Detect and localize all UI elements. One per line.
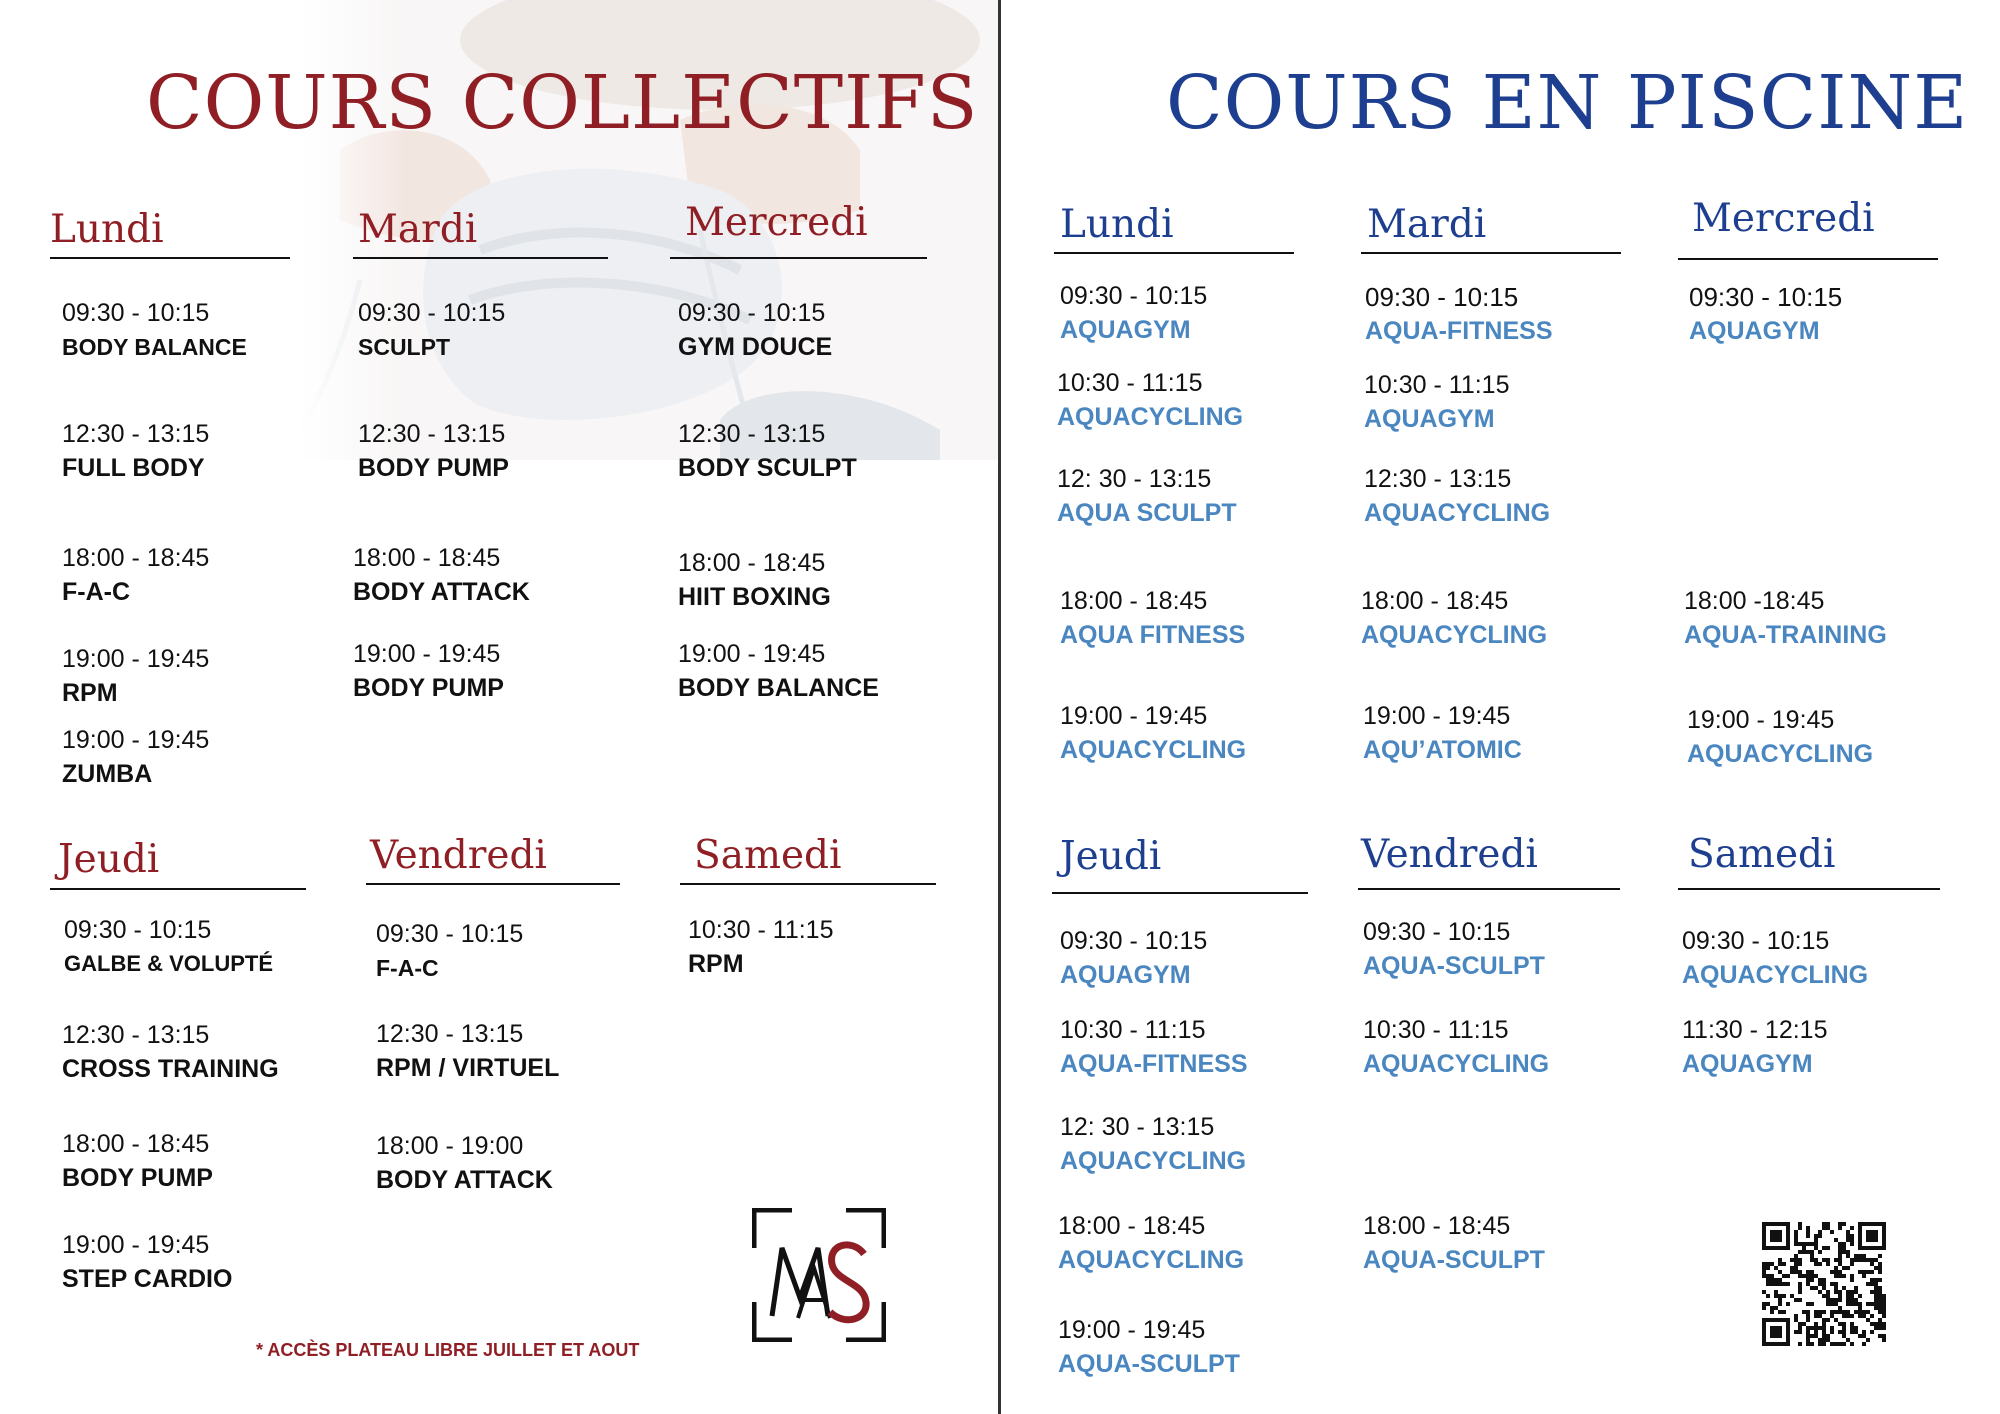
slot-activity: F-A-C (376, 955, 439, 981)
day-name: Mercredi (685, 200, 868, 245)
slot-time: 19:00 - 19:45 (1060, 702, 1208, 730)
slot (678, 546, 831, 614)
day-lundi (1054, 198, 1294, 254)
day-lundi (50, 203, 290, 259)
slot-time: 10:30 - 11:15 (1060, 1016, 1206, 1044)
day-underline (1054, 252, 1294, 254)
day-samedi (1678, 828, 1940, 890)
slot-time: 12:30 - 13:15 (358, 420, 506, 448)
slot-time: 19:00 - 19:45 (1687, 706, 1835, 734)
day-mercredi (1678, 192, 1938, 260)
slot (376, 1129, 553, 1197)
day-name: Vendredi (1361, 832, 1538, 877)
center-divider (998, 0, 1001, 1414)
slot-activity: AQUACYCLING (1687, 740, 1874, 768)
slot-activity: RPM (62, 679, 118, 707)
slot (62, 1228, 232, 1296)
slot-activity: AQUAGYM (1364, 405, 1495, 433)
day-underline (1678, 258, 1938, 260)
slot (376, 1017, 559, 1085)
slot-activity: STEP CARDIO (62, 1265, 233, 1293)
slot (1682, 1013, 1827, 1081)
slot-activity: AQU’ATOMIC (1363, 736, 1522, 764)
slot-activity: AQUAGYM (1060, 961, 1191, 989)
slot-activity: CROSS TRAINING (62, 1055, 279, 1083)
slot (678, 296, 832, 364)
day-underline (50, 257, 290, 259)
slot-time: 09:30 - 10:15 (1060, 927, 1208, 955)
slot-activity: RPM (688, 950, 744, 978)
slot-activity: AQUACYCLING (1060, 1147, 1247, 1175)
slot-activity: AQUA SCULPT (1057, 499, 1237, 527)
slot-activity: AQUACYCLING (1364, 499, 1551, 527)
day-underline (50, 888, 306, 890)
slot-activity: BODY BALANCE (678, 674, 879, 702)
slot-time: 19:00 - 19:45 (1363, 702, 1511, 730)
slot-time: 09:30 - 10:15 (358, 299, 506, 327)
slot-activity: AQUA-TRAINING (1684, 621, 1887, 649)
slot (1060, 279, 1207, 347)
slot (62, 1018, 279, 1086)
footnote: * ACCÈS PLATEAU LIBRE JUILLET ET AOUT (256, 1340, 640, 1360)
slot-time: 19:00 - 19:45 (62, 726, 210, 754)
slot-time: 12:30 - 13:15 (62, 1021, 210, 1049)
slot-activity: BODY ATTACK (376, 1166, 553, 1194)
slot (62, 723, 209, 791)
slot-time: 09:30 - 10:15 (62, 299, 210, 327)
slot-time: 11:30 - 12:15 (1682, 1016, 1828, 1044)
slot-time: 10:30 - 11:15 (1057, 369, 1203, 397)
slot-time: 09:30 - 10:15 (64, 916, 212, 944)
day-vendredi (366, 829, 620, 885)
mas-logo (752, 1208, 886, 1342)
day-underline (670, 257, 927, 259)
cours-en-piscine-panel (1002, 0, 2000, 1414)
slot-activity: AQUA-FITNESS (1060, 1050, 1248, 1078)
slot-activity: AQUA-SCULPT (1058, 1350, 1240, 1378)
slot-activity: AQUA FITNESS (1060, 621, 1246, 649)
day-underline (1052, 892, 1308, 894)
slot-time: 12: 30 - 13:15 (1057, 465, 1212, 493)
day-name: Jeudi (1060, 834, 1162, 879)
slot-activity: AQUA-SCULPT (1363, 1246, 1545, 1274)
slot-time: 18:00 -18:45 (1684, 587, 1825, 615)
day-name: Mercredi (1692, 196, 1875, 241)
cours-collectifs-panel (0, 0, 998, 1414)
slot-time: 09:30 - 10:15 (1689, 282, 1843, 312)
slot-time: 18:00 - 18:45 (1060, 587, 1208, 615)
slot-time: 18:00 - 18:45 (1361, 587, 1509, 615)
slot (1060, 1110, 1246, 1178)
day-name: Jeudi (58, 837, 160, 882)
slot (376, 917, 523, 985)
day-name: Lundi (50, 207, 164, 252)
slot-time: 10:30 - 11:15 (688, 916, 834, 944)
slot-time: 18:00 - 18:45 (62, 1130, 210, 1158)
slot-time: 09:30 - 10:15 (1365, 282, 1519, 312)
slot-activity: AQUACYCLING (1682, 961, 1869, 989)
slot-time: 09:30 - 10:15 (1682, 927, 1830, 955)
day-underline (1358, 888, 1620, 890)
slot (62, 417, 209, 485)
day-underline (353, 257, 608, 259)
slot-time: 19:00 - 19:45 (62, 645, 210, 673)
slot-time: 09:30 - 10:15 (1060, 282, 1208, 310)
day-underline (1678, 888, 1940, 890)
slot (62, 296, 247, 364)
slot-activity: F-A-C (62, 578, 131, 606)
slot (1363, 1013, 1549, 1081)
slot-activity: GALBE & VOLUPTÉ (64, 951, 274, 976)
slot-activity: FULL BODY (62, 454, 205, 482)
slot (1682, 924, 1868, 992)
slot (1689, 280, 1842, 348)
slot (353, 541, 530, 609)
day-name: Vendredi (370, 833, 547, 878)
slot (353, 637, 504, 705)
slot-activity: SCULPT (358, 334, 450, 360)
slot-activity: AQUACYCLING (1057, 403, 1244, 431)
slot-time: 12: 30 - 13:15 (1060, 1113, 1215, 1141)
slot (1060, 1013, 1248, 1081)
slot (62, 541, 209, 609)
slot (1364, 368, 1509, 436)
slot (1365, 280, 1553, 348)
slot (1364, 462, 1550, 530)
left-title: COURS COLLECTIFS (146, 60, 979, 146)
slot (1687, 703, 1873, 771)
slot-activity: AQUACYCLING (1361, 621, 1548, 649)
slot-activity: BODY BALANCE (62, 334, 247, 360)
day-name: Samedi (1688, 832, 1836, 877)
slot (1060, 584, 1245, 652)
slot-activity: BODY PUMP (62, 1164, 213, 1192)
slot (1684, 584, 1887, 652)
slot-activity: AQUACYCLING (1058, 1246, 1245, 1274)
slot (358, 296, 505, 364)
day-samedi (680, 829, 936, 885)
slot-time: 09:30 - 10:15 (376, 920, 524, 948)
slot (688, 913, 833, 981)
slot-activity: RPM / VIRTUEL (376, 1054, 560, 1082)
slot (1363, 1209, 1545, 1277)
day-name: Lundi (1060, 202, 1174, 247)
slot-activity: BODY SCULPT (678, 454, 857, 482)
day-name: Mardi (358, 207, 478, 252)
slot (1057, 462, 1237, 530)
slot-activity: BODY ATTACK (353, 578, 530, 606)
day-name: Samedi (694, 833, 842, 878)
slot (1058, 1209, 1244, 1277)
slot-time: 19:00 - 19:45 (353, 640, 501, 668)
slot-time: 09:30 - 10:15 (678, 299, 826, 327)
slot-activity: AQUA-FITNESS (1365, 317, 1553, 345)
slot-activity: AQUA-SCULPT (1363, 952, 1545, 980)
slot-activity: AQUACYCLING (1060, 736, 1247, 764)
day-underline (366, 883, 620, 885)
slot-time: 18:00 - 18:45 (62, 544, 210, 572)
slot-time: 19:00 - 19:45 (678, 640, 826, 668)
day-name: Mardi (1367, 202, 1487, 247)
day-mardi (1361, 198, 1621, 254)
slot (678, 637, 879, 705)
slot-time: 10:30 - 11:15 (1363, 1016, 1509, 1044)
slot-time: 18:00 - 18:45 (1363, 1212, 1511, 1240)
slot-activity: BODY PUMP (353, 674, 504, 702)
slot (1057, 366, 1243, 434)
slot-time: 18:00 - 18:45 (678, 549, 826, 577)
slot (1363, 699, 1522, 767)
slot-activity: GYM DOUCE (678, 333, 833, 361)
slot-time: 10:30 - 11:15 (1364, 371, 1510, 399)
slot (1363, 915, 1545, 983)
slot-activity: BODY PUMP (358, 454, 509, 482)
slot-activity: AQUAGYM (1689, 317, 1820, 345)
slot-activity: HIIT BOXING (678, 583, 831, 611)
slot-activity: AQUAGYM (1682, 1050, 1813, 1078)
slot-time: 19:00 - 19:45 (1058, 1316, 1206, 1344)
slot-time: 12:30 - 13:15 (376, 1020, 524, 1048)
slot (1058, 1313, 1240, 1381)
slot (62, 1127, 213, 1195)
qr-code-icon[interactable] (1762, 1222, 1886, 1346)
slot (358, 417, 509, 485)
slot (678, 417, 857, 485)
slot-time: 12:30 - 13:15 (678, 420, 826, 448)
day-jeudi (1052, 830, 1308, 894)
slot (1060, 699, 1246, 767)
slot-time: 18:00 - 18:45 (353, 544, 501, 572)
slot (1361, 584, 1547, 652)
slot-time: 12:30 - 13:15 (1364, 465, 1512, 493)
day-underline (1361, 252, 1621, 254)
slot (62, 642, 209, 710)
slot-time: 18:00 - 18:45 (1058, 1212, 1206, 1240)
day-mercredi (670, 196, 927, 259)
slot-activity: AQUACYCLING (1363, 1050, 1550, 1078)
slot (64, 913, 273, 981)
day-vendredi (1358, 828, 1620, 890)
slot (1060, 924, 1207, 992)
slot-time: 12:30 - 13:15 (62, 420, 210, 448)
slot-time: 09:30 - 10:15 (1363, 918, 1511, 946)
slot-activity: ZUMBA (62, 760, 153, 788)
slot-time: 19:00 - 19:45 (62, 1231, 210, 1259)
day-mardi (353, 203, 608, 259)
slot-time: 18:00 - 19:00 (376, 1132, 524, 1160)
day-underline (680, 883, 936, 885)
day-jeudi (50, 833, 306, 890)
right-title: COURS EN PISCINE (1166, 60, 1969, 146)
slot-activity: AQUAGYM (1060, 316, 1191, 344)
